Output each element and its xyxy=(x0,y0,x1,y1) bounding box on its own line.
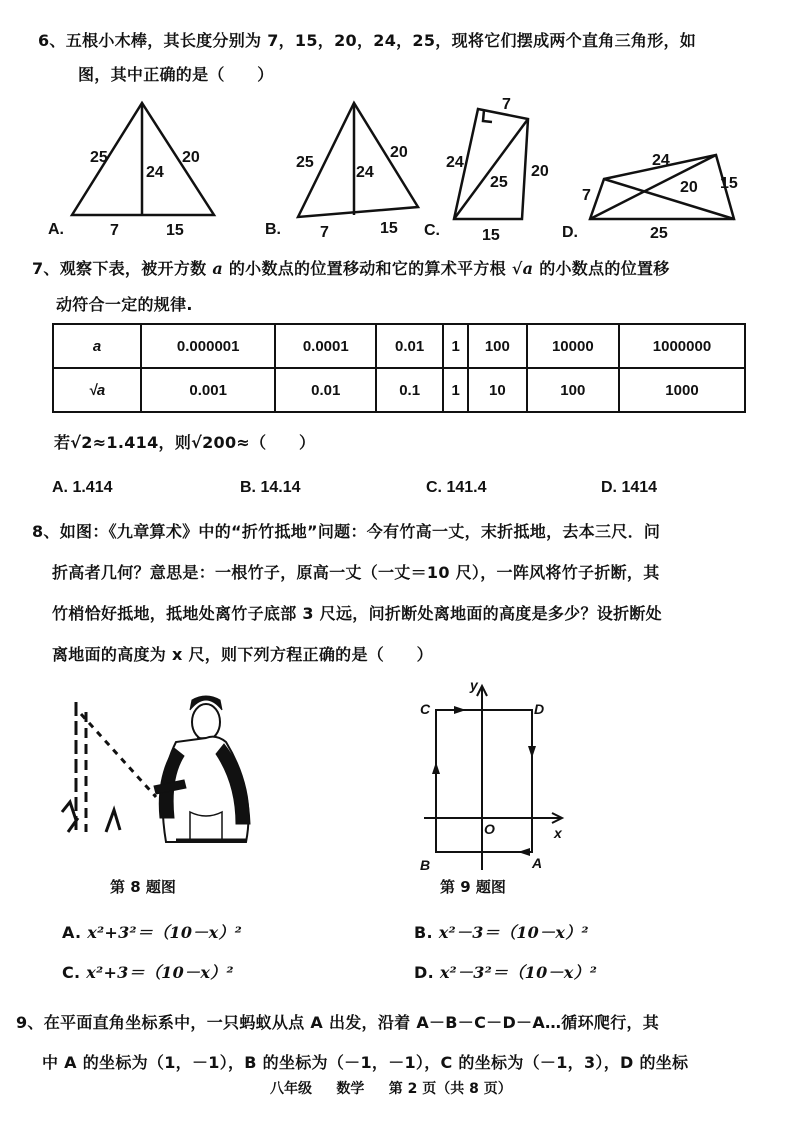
table-cell: 0.01 xyxy=(376,324,443,368)
footer-subject: 数学 xyxy=(336,1081,365,1097)
bamboo-top xyxy=(81,714,156,797)
sqrt-table xyxy=(52,323,746,413)
q6-stem-line1: 6、五根小木棒，其长度分别为 7，15，20，24，25，现将它们摆成两个直角三角形，如 xyxy=(38,31,697,50)
q8-option-c[interactable]: C. x²+3＝（10－x）² xyxy=(62,963,234,982)
q7-stem-line1: 7、观察下表，被开方数 a 的小数点的位置移动和它的算术平方根 √a 的小数点的位置移 xyxy=(32,259,670,278)
point-a-label: A xyxy=(532,855,543,871)
q9-coordinate-figure xyxy=(414,674,614,874)
point-c-label: C xyxy=(420,701,431,717)
q6-stem-line2: 图，其中正确的是（ ） xyxy=(78,65,274,84)
table-cell: 1 xyxy=(443,324,468,368)
table-head: √a xyxy=(53,368,141,412)
q9-figure-caption: 第 9 题图 xyxy=(440,878,506,896)
q7-option-d[interactable]: D. 1414 xyxy=(601,479,658,496)
q8-stem-line2: 折高者几何？意思是：一根竹子，原高一丈（一丈＝10 尺），一阵风将竹子折断，其 xyxy=(52,563,660,582)
figure-d-label: 25 xyxy=(650,225,668,242)
q7-stem-line2: 动符合一定的规律. xyxy=(56,295,193,314)
footer-grade: 八年级 xyxy=(270,1081,312,1097)
figure-d-letter: D. xyxy=(562,224,578,241)
table-cell: 1 xyxy=(443,368,468,412)
q8-stem-line1: 8、如图：《九章算术》中的“折竹抵地”问题：今有竹高一丈，末折抵地，去本三尺．问 xyxy=(32,522,661,541)
table-cell: 10000 xyxy=(527,324,619,368)
q7-option-c[interactable]: C. 141.4 xyxy=(426,479,487,496)
q8-option-a[interactable]: A. x²+3²＝（10－x）² xyxy=(62,923,243,942)
figure-d-label: 20 xyxy=(680,179,698,196)
figure-d-label: 24 xyxy=(652,152,670,169)
q7-option-b[interactable]: B. 14.14 xyxy=(240,479,301,496)
figure-a-letter: A. xyxy=(48,221,64,238)
figure-b-label: 7 xyxy=(320,224,329,241)
table-cell: 1000000 xyxy=(619,324,745,368)
table-cell: 10 xyxy=(468,368,527,412)
figure-d-diag2 xyxy=(604,179,734,219)
table-cell: 1000 xyxy=(619,368,745,412)
y-axis-label: y xyxy=(470,677,478,693)
page-footer xyxy=(270,1078,512,1098)
point-b-label: B xyxy=(420,857,431,873)
figure-b-label: 24 xyxy=(356,164,374,181)
q9-stem-line2: 中 A 的坐标为（1，－1），B 的坐标为（－1，－1），C 的坐标为（－1，3），D 的坐标 xyxy=(42,1053,689,1072)
figure-c-label: 24 xyxy=(446,154,464,171)
table-cell: 100 xyxy=(468,324,527,368)
figure-c-label: 7 xyxy=(502,96,511,113)
q8-stem-line3: 竹梢恰好抵地，抵地处离竹子底部 3 尺远，问折断处离地面的高度是多少？设折断处 xyxy=(52,604,662,623)
q7-given: 若√2≈1.414，则√200≈（ ） xyxy=(54,433,316,452)
sage-figure xyxy=(154,696,250,842)
figure-b-letter: B. xyxy=(265,221,281,238)
figure-a-label: 7 xyxy=(110,222,119,239)
figure-c-label: 20 xyxy=(531,163,549,180)
figure-a-label: 25 xyxy=(90,149,108,166)
table-cell: 0.001 xyxy=(141,368,275,412)
table-row xyxy=(53,368,745,412)
figure-a-label: 24 xyxy=(146,164,164,181)
table-cell: 0.01 xyxy=(275,368,376,412)
figure-c-letter: C. xyxy=(424,222,440,239)
q8-stem-line4: 离地面的高度为 x 尺，则下列方程正确的是（ ） xyxy=(52,645,433,664)
figure-c-label: 25 xyxy=(490,174,508,191)
figure-b-label: 20 xyxy=(390,144,408,161)
table-cell: 0.1 xyxy=(376,368,443,412)
q7-option-a[interactable]: A. 1.414 xyxy=(52,479,113,496)
table-cell: 100 xyxy=(527,368,619,412)
origin-label: O xyxy=(484,821,495,837)
figure-a-label: 15 xyxy=(166,222,184,239)
q8-option-b[interactable]: B. x²－3＝（10－x）² xyxy=(414,923,589,942)
q8-option-d[interactable]: D. x²－3²＝（10－x）² xyxy=(414,963,598,982)
q8-figure-caption: 第 8 题图 xyxy=(110,878,176,896)
q9-stem-line1: 9、在平面直角坐标系中，一只蚂蚁从点 A 出发，沿着 A－B－C－D－A…循环爬行，其 xyxy=(16,1013,660,1032)
figure-d-label: 15 xyxy=(720,175,738,192)
arrow-bc xyxy=(432,762,440,774)
figure-b-label: 25 xyxy=(296,154,314,171)
table-cell: 0.000001 xyxy=(141,324,275,368)
point-d-label: D xyxy=(534,701,545,717)
arrow-da xyxy=(528,746,536,758)
x-axis-label: x xyxy=(554,825,562,841)
footer-page: 第 2 页（共 8 页） xyxy=(388,1081,512,1097)
arrow-cd xyxy=(454,706,466,714)
figure-d-label: 7 xyxy=(582,187,591,204)
figure-b-label: 15 xyxy=(380,220,398,237)
table-head: a xyxy=(53,324,141,368)
bamboo-leaves xyxy=(106,810,120,832)
figure-a-label: 20 xyxy=(182,149,200,166)
table-cell: 0.0001 xyxy=(275,324,376,368)
table-row xyxy=(53,324,745,368)
bamboo-sage-illustration xyxy=(56,682,266,862)
arrow-ab xyxy=(518,848,530,856)
figure-c-label: 15 xyxy=(482,227,500,244)
q6-figures xyxy=(0,95,794,255)
